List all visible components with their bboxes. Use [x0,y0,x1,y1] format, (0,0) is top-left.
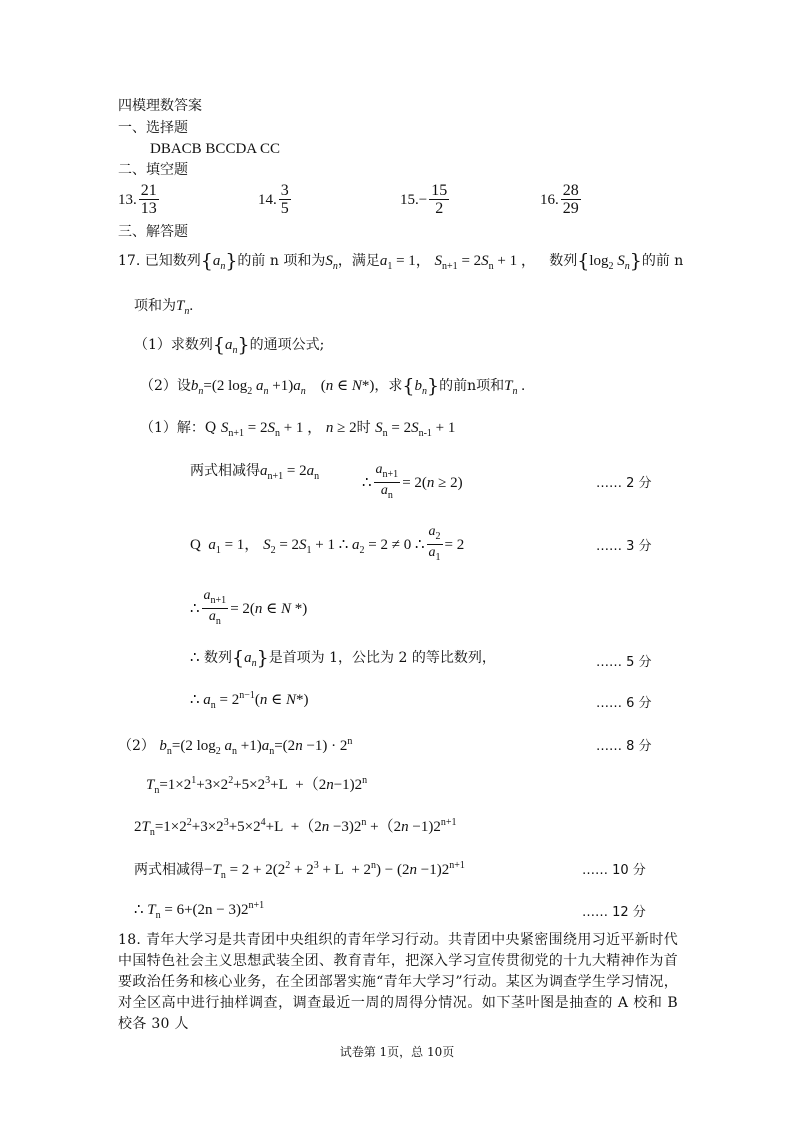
q18-statement: 18. 青年大学习是共青团中央组织的青年学习行动。共青团中央紧密围绕用习近平新时代中国特色社会主义思想武装全团、教育青年，把深入学习宣传贯彻党的十九大精神作为首要政治任务和核心业务，在全团部署实施“青年大学习”行动。某区为调查学生学习情况，对全区高中进行抽样调查，调查最近一周的周得分情况。如下茎叶图是抽查的 A 校和 B 校各 30 人 [118,932,678,1032]
score-8: …… 8 分 [596,739,652,754]
section-fill-in: 二、填空题 [118,162,188,178]
score-5: …… 5 分 [596,655,652,670]
q17-sum-2Tn: $2T_n=1\times 2^2+3\times 2^3+5\times 2^4+L +(2n -3)2^n +(2n -1)2^{n+1}$ [134,817,457,838]
q17-final-result: ∴ $T_n = 6+(2n - 3)2^{n+1}$ [134,900,265,921]
score-12: …… 12 分 [582,905,646,920]
q17-solution-start: （1）解：Q $S_{n+1} = 2S_n + 1$ ， n ≥ 2时 $S_n = 2S_{n-1} + 1$ [140,420,456,439]
q17-step-subtract2: 两式相减得$-T_n = 2 + 2(2^2 + 2^3 + L + 2^n) - (2n -1)2^{n+1}$ [134,860,465,881]
score-6: …… 6 分 [596,696,652,711]
q17-step-initial: Q $a_1 = 1$， $S_2 = 2S_1 + 1$ ∴ $a_2 = 2 \ne 0$ ∴ $\frac{a_2}{a_1}$ = 2 [190,524,465,563]
q17-part2: （2）设$b_n=(2$ $\log_2 a_n +1)a_n$ (n ∈ N*)，求$\{b_n\}$的前n项和$T_n$ . [140,375,525,397]
q17-statement: 17. 已知数列$\{a_n\}$的前 n 项和为$S_n$，满足$a_1 = 1$， $S_{n+1} = 2S_n + 1$ ， 数列{$\log_2$ $S_n$}的前 n [118,250,684,272]
score-2: …… 2 分 [596,476,652,491]
q17-step-geometric: ∴ 数列$\{a_n\}$是首项为 1，公比为 2 的等比数列， [190,647,496,669]
q17-statement-cont: 项和为$T_n$. [134,298,194,317]
q17-step-general-ratio: ∴ $\frac{a_{n+1}}{a_n}$ = 2(n ∈ N *) [190,588,308,627]
fill-answer-14: 14. $\frac{3}{5}$ [258,182,289,217]
q17-part1: （1）求数列$\{a_n\}$的通项公式; [134,334,325,356]
score-3: …… 3 分 [596,539,652,554]
choice-answers: DBACB BCCDA CC [150,141,281,157]
page-footer: 试卷第 1页，总 10页 [339,1045,455,1059]
q17-step-ratio: ∴ $\frac{a_{n+1}}{a_n}$ = 2(n ≥ 2) [362,462,463,501]
section-solutions: 三、解答题 [118,224,188,240]
q17-sum-Tn: $T_n=1\times 2^1+3\times 2^2+5\times 2^3+L +(2n-1)2^n$ [146,775,368,796]
fill-answer-16: 16. $\frac{28}{29}$ [540,182,579,217]
answer-title: 四模理数答案 [118,98,202,114]
score-10: …… 10 分 [582,863,646,878]
fill-answer-13: 13. $\frac{21}{13}$ [118,182,157,217]
q17-step-formula: ∴ $a_n = 2^{n-1}(n$ ∈ N*) [190,690,309,711]
q17-step-subtract: 两式相减得$a_{n+1} = 2a_n$ [190,463,320,482]
section-choice: 一、选择题 [118,120,188,136]
fill-answer-15: 15.− $\frac{15}{2}$ [400,182,448,217]
q17-part2-solution: （2） $b_n=(2$ $\log_2 a_n +1)a_n=(2n -1) \cdot 2^n$ [118,736,353,757]
